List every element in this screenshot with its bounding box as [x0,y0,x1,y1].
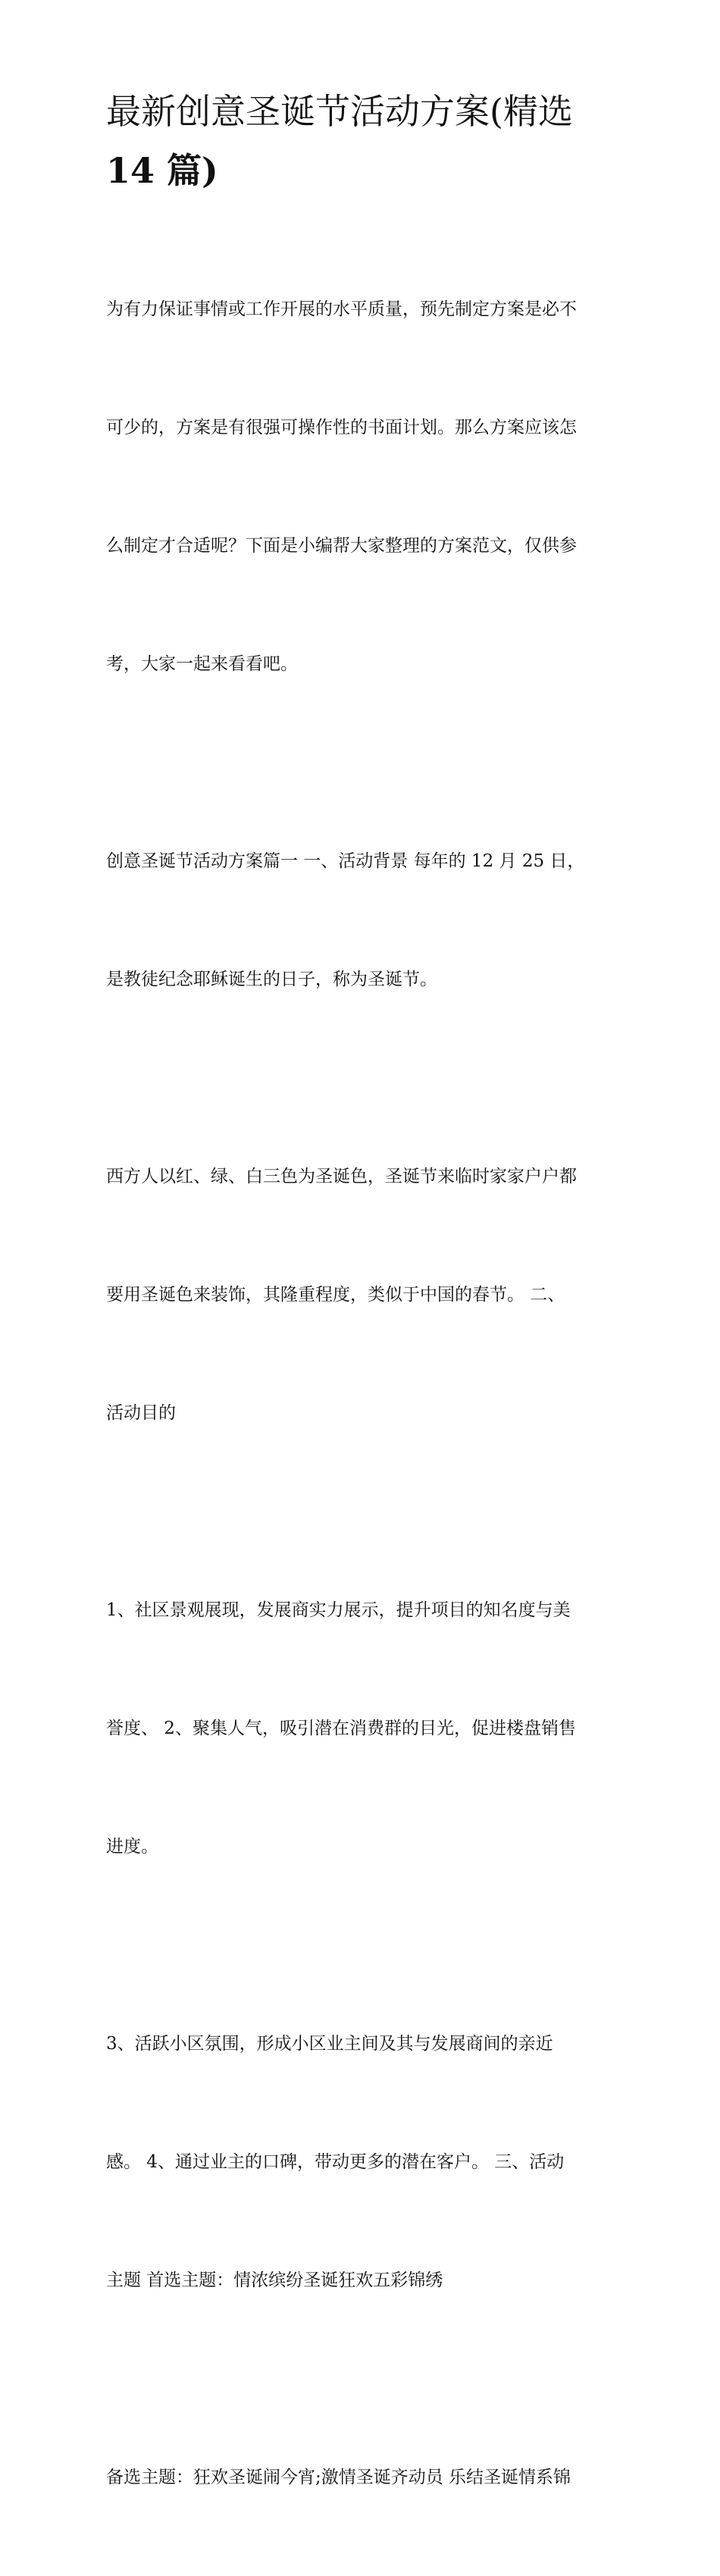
paragraph-colors [106,1078,615,1512]
text-line: 是教徒纪念耶稣诞生的日子，称为圣诞节。 [106,970,437,989]
text-line: 誉度、 2、聚集人气，吸引潜在消费群的目光，促进楼盘销售 [106,1719,576,1738]
text-line: 3、活跃小区氛围，形成小区业主间及其与发展商间的亲近 [106,2034,553,2054]
paragraph-background [106,763,615,1078]
text-line: 活动目的 [106,1403,176,1423]
text-line: 可少的，方案是有很强可操作性的书面计划。那么方案应该怎 [106,418,577,437]
document-content [106,82,615,2576]
text-line: 西方人以红、绿、白三色为圣诞色，圣诞节来临时家家户户都 [106,1167,577,1186]
text-line: 么制定才合适呢？下面是小编帮大家整理的方案范文，仅供参 [106,536,577,556]
text-line: 1、社区景观展现，发展商实力展示，提升项目的知名度与美 [106,1600,571,1620]
text-line: 感。 4、通过业主的口碑，带动更多的潜在客户。 三、活动 [106,2152,565,2172]
title-line-2: 14 篇) [106,150,218,191]
text-line: 主题 首选主题：情浓缤纷圣诞狂欢五彩锦绣 [106,2270,443,2290]
text-line: 要用圣诞色来装饰，其隆重程度，类似于中国的春节。 二、 [106,1285,565,1305]
document-title [106,82,615,200]
text-line: 备选主题：狂欢圣诞闹今宵;激情圣诞齐动员 乐结圣诞情系锦 [106,2468,571,2487]
title-line-1: 最新创意圣诞节活动方案(精选 [106,91,573,132]
paragraph-goals-1 [106,1512,615,1945]
paragraph-goals-2 [106,1945,615,2379]
text-line: 创意圣诞节活动方案篇一 一、活动背景 每年的 12 月 25 日， [106,851,585,871]
text-line: 考，大家一起来看看吧。 [106,654,298,674]
text-line: 进度。 [106,1837,158,1857]
paragraph-intro [106,211,615,763]
paragraph-alt-theme [106,2379,615,2576]
document-body [106,211,615,2576]
text-line: 为有力保证事情或工作开展的水平质量，预先制定方案是必不 [106,299,577,319]
